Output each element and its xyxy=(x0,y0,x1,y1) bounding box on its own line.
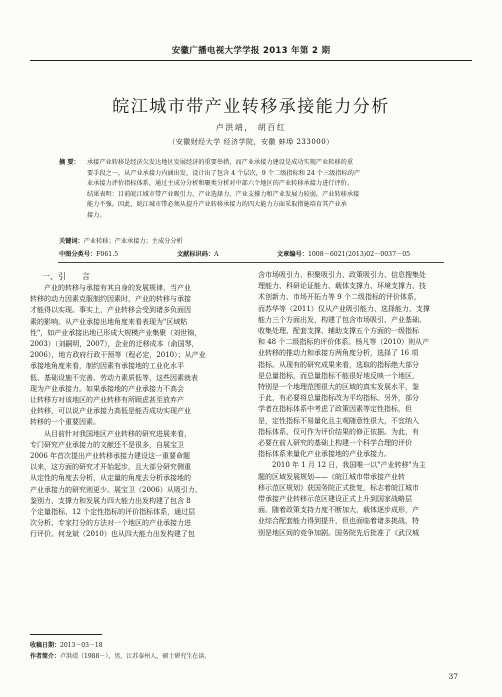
keywords-label: 关键词： xyxy=(59,238,84,245)
header-rule xyxy=(30,60,472,61)
text-line: 题的区域发展规划——《皖江城市带承接产业转 xyxy=(258,472,405,481)
doc-code-label: 文献标识码： xyxy=(177,251,215,258)
text-line: 指标体系，仅可作为评价结果的修正依据。为此，有 xyxy=(258,427,419,436)
text-line: 次分析、专家打分的方法对一个地区的产业承接力进 xyxy=(30,519,191,528)
text-line: 别是地区间的竞争加剧。国务院先后批准了《武汉城 xyxy=(258,528,419,537)
doc-code: A xyxy=(214,251,219,258)
text-line: 承接地角度来看，制约因素有承接地的工业化水平 xyxy=(30,362,184,371)
text-line: 和 48 个二级指标的评价体系。杨凡等（2010）则从产 xyxy=(258,338,430,347)
body-rule xyxy=(58,262,444,263)
abstract-line: 承接产业转移是经济欠发达地区发展经济的重要举措，而产业承接力建设是成功实现产业转移的重 xyxy=(87,159,354,166)
text-line: 移示范区规划》获国务院正式批复，标志着皖江城市 xyxy=(258,483,419,492)
text-line: 从定性的角度去分析，从定量的角度去分析承接地的 xyxy=(30,474,191,483)
text-line: 业转移，可以说产业承接力高低是能否成功实现产业 xyxy=(30,407,191,416)
text-line: 特别是一个地理范围很大的区域的真实发展水平，鉴 xyxy=(258,383,419,392)
article-no-label: 文章编号： xyxy=(277,251,308,258)
clc-code: F061.5 xyxy=(96,251,119,258)
text-line: 低、基础设施不完善、劳动力素质低等，这些因素就表 xyxy=(30,373,198,382)
text-line: 鉴别力、支撑力和发展力四大能力出发构建了包含 8 xyxy=(30,496,191,505)
journal-header: 安徽广播电视大学学报 2013 年第 2 期 xyxy=(171,46,331,56)
clc-label: 中图分类号： xyxy=(59,251,97,258)
text-line: 于此，有必要将总量指标改为平均指标。另外，部分 xyxy=(258,394,419,403)
text-line: 学者在指标体系中考虑了政策因素等定性指标，但 xyxy=(258,405,412,414)
text-line: 含市场吸引力、积聚吸引力、政策吸引力、信息搜集处 xyxy=(258,271,426,279)
text-line: 产业承接力的研究则更少。展宝卫（2006）从吸引力、 xyxy=(30,485,202,494)
received-value: 2013－03－18 xyxy=(60,642,103,649)
text-line: 指标体系来量化产业承接地的产业承接力。 xyxy=(258,450,391,459)
author-bio-label: 作者简介： xyxy=(30,653,61,660)
page-number: 37 xyxy=(448,672,458,681)
abstract-line: 结果表明：目前皖江城市带产业吸引力、产业选择力、产业支撑力和产业发展力较弱，产业转移承接 xyxy=(87,190,360,198)
text-line: 业转移的推动力和承接方两角度分析，选择了 16 项 xyxy=(258,349,419,358)
classification-line xyxy=(59,249,459,258)
author-bio xyxy=(30,651,210,660)
text-line: 带承接产业转移示范区建设正式上升到国家战略层 xyxy=(258,495,412,504)
text-line: 才能得以实现。事实上，产业转移会受到诸多负面因 xyxy=(30,306,191,315)
text-line: 而苏华等（2011）仅从产业吸引能力、选择能力、支撑 xyxy=(258,304,430,313)
text-line: 业综合配套能力得到提升，但也面临着诸多挑战，特 xyxy=(258,517,419,526)
text-line: 让转移方对该地区的产业转移有所顾虑甚至放弃产 xyxy=(30,396,184,405)
text-line: 2006），地方政府行政干预等（程必定，2010）；从产业 xyxy=(30,351,206,360)
text-line: 转移的动力因素克服制约因素时，产业的转移与承接 xyxy=(30,295,191,304)
authors: 卢洪靖， 胡百红 xyxy=(215,123,287,132)
abstract-line: 要手段之一。从产业承接力内涵出发，设计出了包含 4 个层次，9 个二级指标和 24 个三级指标的产 xyxy=(87,169,361,177)
text-line: 个定量指标、12 个定性指标的评价指标体系，通过层 xyxy=(30,508,196,517)
text-line: 2003）（刘嗣明，2007），企业的迁移成本（俞国琴， xyxy=(30,340,199,349)
received-date xyxy=(30,640,103,649)
text-line: 产业的转移与承接有其自身的发展规律，当产业 xyxy=(44,284,191,292)
text-line: 能力三个方面出发，构建了包含市场吸引、产业基础、 xyxy=(258,315,426,324)
text-line: 专门研究产业承接力的文献还不是很多，自展宝卫 xyxy=(30,440,184,449)
abstract xyxy=(59,158,439,222)
left-column xyxy=(30,270,214,541)
text-line: 现为产业承接力。如果承接地的产业承接力不高会 xyxy=(30,384,184,393)
author-bio-text: 卢洪靖（1988－），男，江苏泰州人，硕士研究生在读。 xyxy=(60,653,211,660)
text-line: 行评价。何龙斌（2010）也从四大能力出发构建了包 xyxy=(30,530,195,539)
text-line: 2006 年首次提出产业转移承接力建设这一重要命题 xyxy=(30,452,191,461)
abstract-line: 业承接力评价指标体系，通过主成分分析和聚类分析对中部六个地区的产业转移承接力进行评价。 xyxy=(87,180,354,188)
text-line: 收集处理、配套支撑、辅助支撑五个方面的一级指标 xyxy=(258,327,419,336)
received-label: 收稿日期： xyxy=(30,642,61,649)
text-line: 以来，这方面的研究才开始起步，且大部分研究侧重 xyxy=(30,463,191,472)
paper-title: 皖江城市带产业转移承接能力分析 xyxy=(112,97,390,117)
abstract-label: 摘 要： xyxy=(59,159,80,166)
text-line: 2010 年 1 月 12 日，我国唯一以"产业转移"为主 xyxy=(272,461,426,470)
abstract-line: 接力。 xyxy=(87,211,106,219)
text-line: 面。随着政策支持力度不断加大，载体逐步成形，产 xyxy=(258,506,419,515)
keywords-text: 产业转移；产业承接力；主成分分析 xyxy=(83,238,183,245)
text-line: 理能力、科研论证能力、载体支撑力、环境支撑力、技 xyxy=(258,282,426,291)
text-line: 转移的一个重要因素。 xyxy=(30,418,100,427)
article-no: 1008－6021(2013)02－0037－05 xyxy=(307,251,411,258)
text-line: 从目前针对我国地区产业转移的研究进展来看， xyxy=(44,429,191,438)
keywords xyxy=(59,236,183,245)
text-line: 必要在前人研究的基础上构建一个科学合理的评价 xyxy=(258,439,412,448)
right-column xyxy=(258,270,442,539)
text-line: 术创新力、市场开拓力等 9 个二级指标的评价体系， xyxy=(258,293,421,302)
text-line: 指标。从现有的研究成果来看，选取的指标绝大部分 xyxy=(258,360,419,369)
abstract-line: 能力不强。因此，皖江城市带必须从提升产业转移承接力的四大能力方面采取措施培育其产业承 xyxy=(87,201,347,209)
text-line: 是，定性指标不易量化且主观随意性很大，不宜纳入 xyxy=(258,416,419,425)
footnote-rule xyxy=(30,634,102,635)
affiliation: （安徽财经大学 经济学院，安徽 蚌埠 233000） xyxy=(168,138,334,146)
section-heading: 一、引 言 xyxy=(42,272,90,281)
text-line: 素的影响。从产业承接出地角度来看表现为"区域粘 xyxy=(30,317,188,326)
text-line: 是总量指标，而总量指标不能很好地反映一个地区， xyxy=(258,371,419,380)
text-line: 性"，如产业承接出地已形成大规模产业集聚（刘世锦， xyxy=(30,328,202,337)
